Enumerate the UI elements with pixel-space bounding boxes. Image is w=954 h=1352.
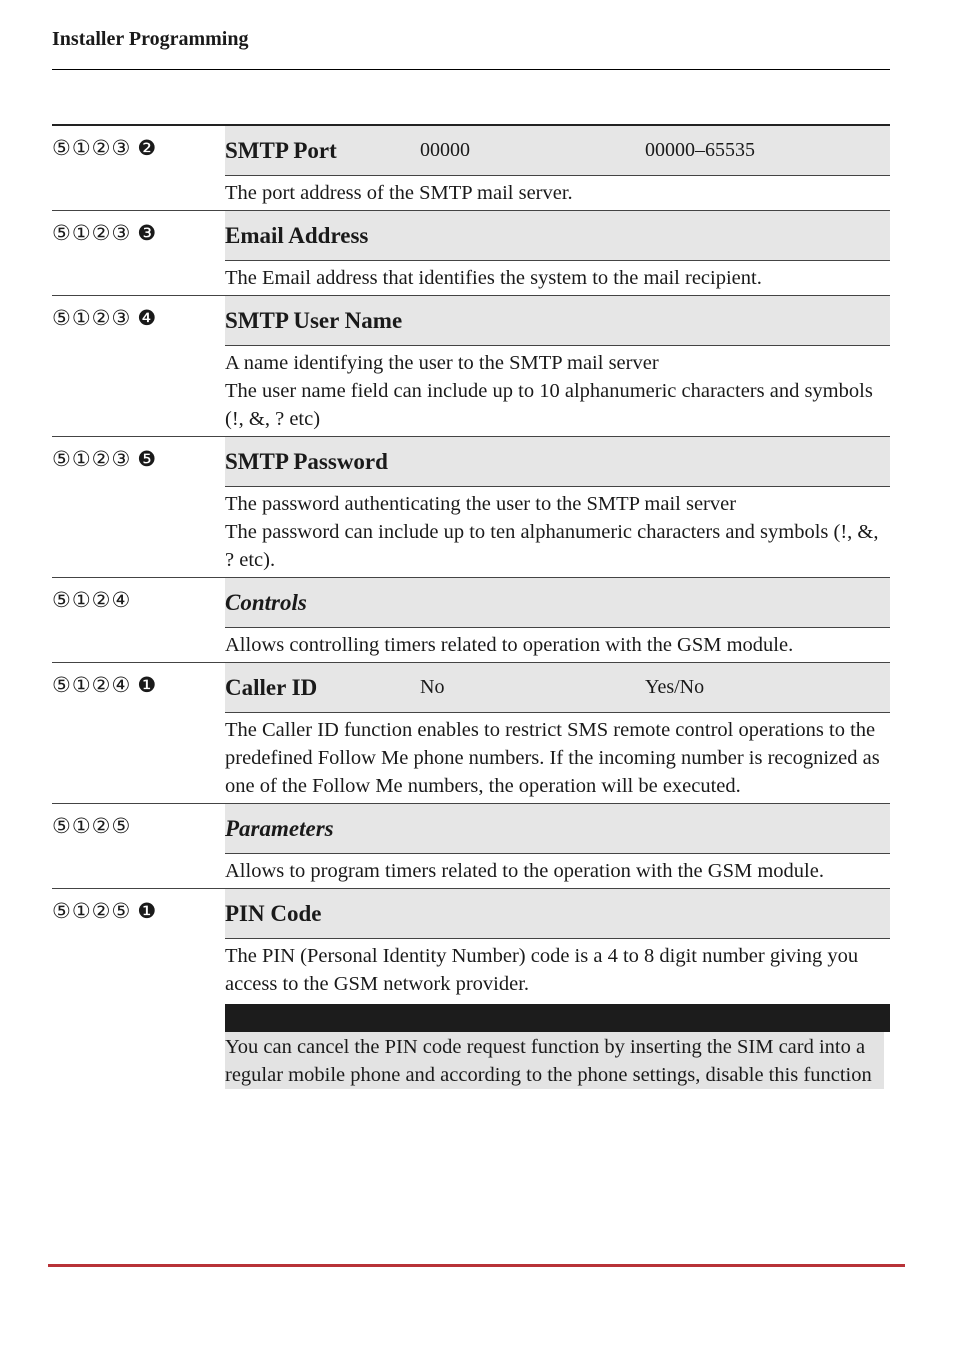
menu-code: ⑤①②③ ❷	[52, 136, 158, 160]
entry-description: The PIN (Personal Identity Number) code is a 4 to 8 digit number giving you access to the GSM network provider.	[225, 945, 859, 995]
footer-rule	[48, 1264, 905, 1267]
entry-title: SMTP Port	[225, 137, 337, 163]
menu-code: ⑤①②④	[52, 588, 132, 612]
entry-title: PIN Code	[225, 900, 322, 926]
table-row	[52, 211, 890, 296]
page-header: Installer Programming	[52, 28, 249, 50]
note-header-bar	[225, 1004, 890, 1032]
table-row	[52, 296, 890, 437]
menu-code: ⑤①②③ ❸	[52, 221, 158, 245]
menu-code: ⑤①②③ ❹	[52, 306, 158, 330]
entry-description: The port address of the SMTP mail server.	[225, 182, 573, 204]
entry-range: Yes/No	[645, 676, 705, 698]
entry-title: SMTP Password	[225, 448, 388, 474]
entry-default: 00000	[420, 139, 470, 161]
table-row	[52, 126, 890, 211]
menu-code: ⑤①②③ ❺	[52, 447, 158, 471]
menu-code: ⑤①②⑤ ❶	[52, 899, 158, 923]
header-rule	[52, 69, 890, 70]
table-row	[52, 578, 890, 663]
table-row	[52, 663, 890, 804]
entry-range: 00000–65535	[645, 139, 755, 161]
menu-code: ⑤①②④ ❶	[52, 673, 158, 697]
parameter-table	[52, 124, 890, 1089]
entry-description: Allows controlling timers related to operation with the GSM module.	[225, 634, 794, 656]
table-row	[52, 437, 890, 578]
entry-title: Caller ID	[225, 674, 318, 700]
entry-description: The Email address that identifies the system to the mail recipient.	[225, 267, 762, 289]
entry-description: Allows to program timers related to the operation with the GSM module.	[225, 860, 824, 882]
table-row	[52, 804, 890, 889]
note-text: You can cancel the PIN code request function by inserting the SIM card into a regular mobile phone and according to the phone settings, disable this function	[225, 1032, 884, 1089]
entry-default: No	[420, 676, 445, 698]
entry-description: A name identifying the user to the SMTP mail server The user name field can include up to 10 alphanumeric characters and symbols (!, &, ? etc)	[225, 352, 873, 430]
table-row	[52, 889, 890, 1089]
entry-title: Parameters	[225, 815, 334, 841]
menu-code: ⑤①②⑤	[52, 814, 132, 838]
entry-title: SMTP User Name	[225, 307, 403, 333]
entry-description: The Caller ID function enables to restrict SMS remote control operations to the predefined Follow Me phone numbers. If the incoming number is recognized as one of the Follow Me numbers, the operation will be executed.	[225, 719, 880, 797]
entry-title: Email Address	[225, 222, 369, 248]
entry-title: Controls	[225, 589, 307, 615]
entry-description: The password authenticating the user to the SMTP mail server The password can include up to ten alphanumeric characters and symbols (!, &, ? etc).	[225, 493, 879, 571]
